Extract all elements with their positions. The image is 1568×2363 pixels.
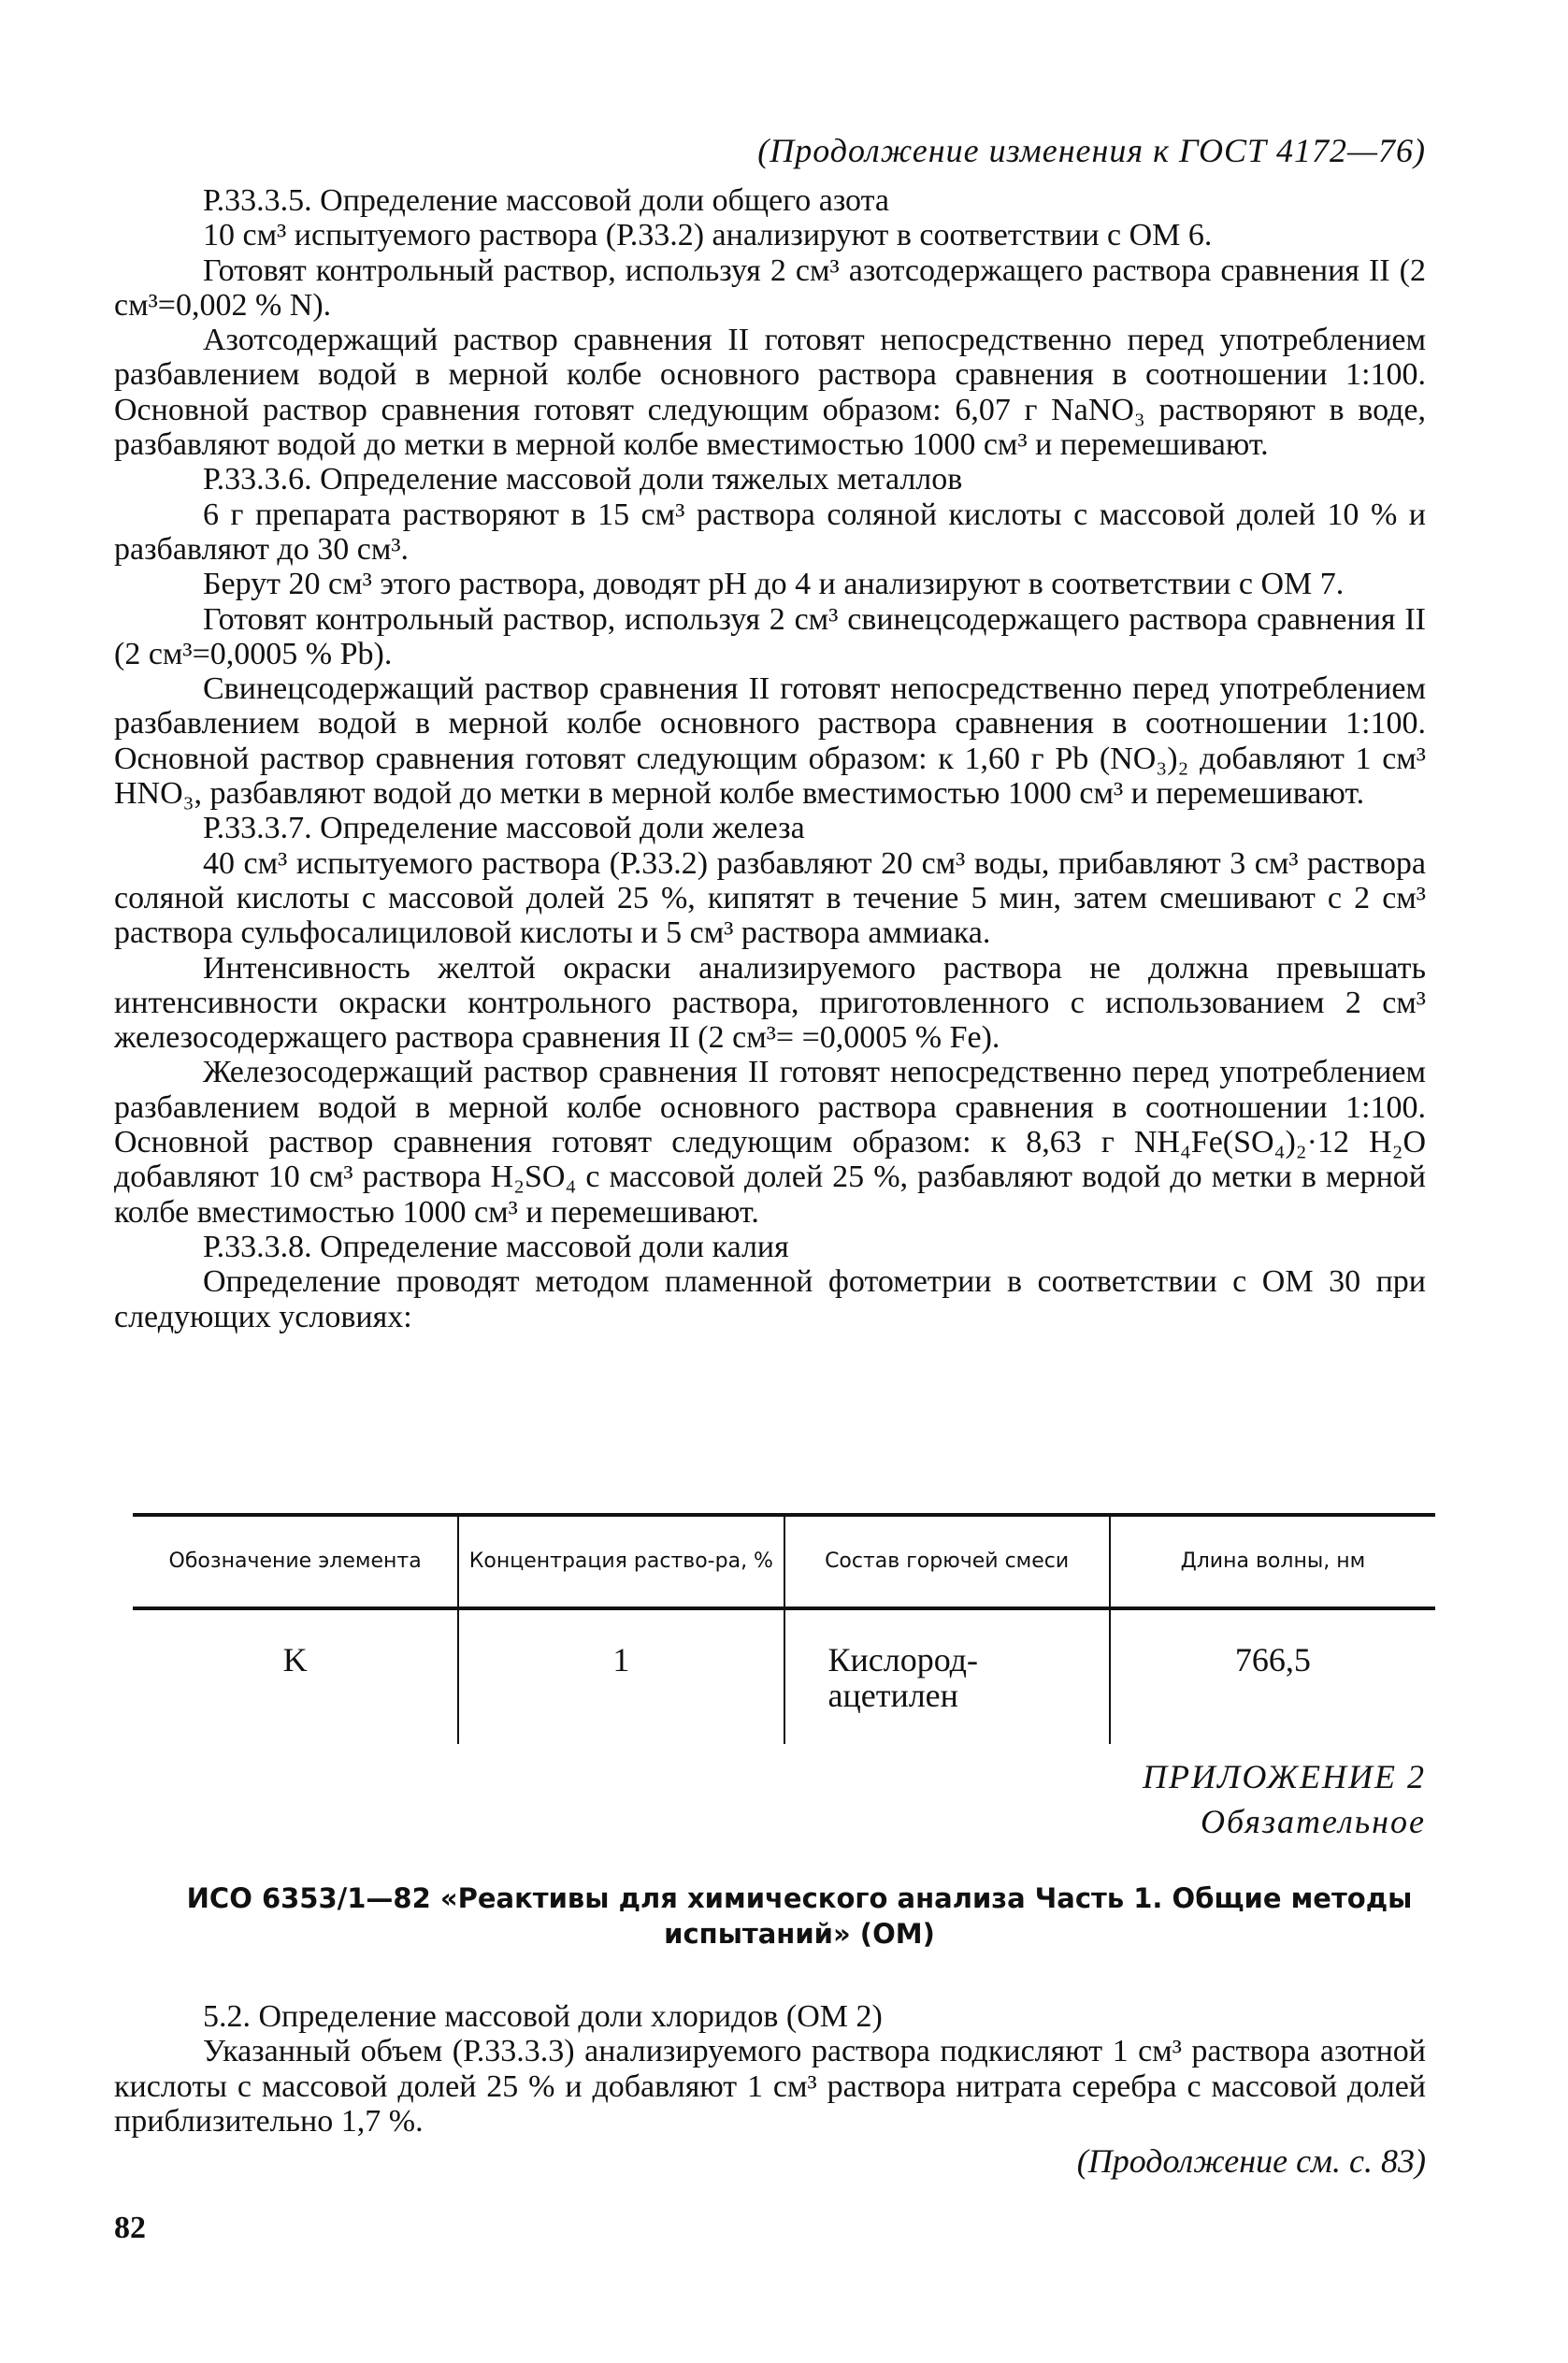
paragraph: Свинецсодержащий раствор сравнения II готовят непосредственно перед употреблением разбавлением водой в мерной колбе основного раствора сравнения в соотношении 1:100. Основной раствор сравнения готовят следующим образом: к 1,60 г Pb (NO₃)₂ добавляют 1 см³ HNO₃, разбавляют водой до метки в мерной колбе вместимостью 1000 см³ и перемешивают. [114,671,1426,812]
paragraph: Азотсодержащий раствор сравнения II готовят непосредственно перед употреблением разбавлением водой в мерной колбе основного раствора сравнения в соотношении 1:100. Основной раствор сравнения готовят следующим образом: 6,07 г NaNO₃ растворяют в воде, разбавляют водой до метки в мерной колбе вместимостью 1000 см³ и перемешивают. [114,323,1426,463]
section-heading-chlorides: 5.2. Определение массовой доли хлоридов (ОМ 2) [203,1999,883,2034]
paragraph: Железосодержащий раствор сравнения II готовят непосредственно перед употреблением разбавлением водой в мерной колбе основного раствора сравнения в соотношении 1:100. Основной раствор сравнения готовят следующим образом: к 8,63 г NH₄Fe(SO₄)₂·12 H₂O добавляют 10 см³ раствора H₂SO₄ с массовой долей 25 %, разбавляют водой до метки в мерной колбе вместимостью 1000 см³ и перемешивают. [114,1055,1426,1230]
section-heading-nitrogen: Р.33.3.5. Определение массовой доли общего азота [203,183,889,218]
column-header-concentration: Концентрация раство-ра, % [458,1515,784,1608]
section-heading-heavy-metals: Р.33.3.6. Определение массовой доли тяжелых металлов [203,462,963,497]
conditions-table-wrapper [133,1513,1435,1744]
iso-standard-title: ИСО 6353/1—82 «Реактивы для химического анализа Часть 1. Общие методы испытаний» (ОМ) [186,1882,1413,1950]
cell-element: K [282,1641,308,1679]
section-heading-potassium: Р.33.3.8. Определение массовой доли калия [203,1229,789,1264]
paragraph: Определение проводят методом пламенной фотометрии в соответствии с ОМ 30 при следующих условиях: [114,1264,1426,1334]
paragraph: Готовят контрольный раствор, используя 2 см³ азотсодержащего раствора сравнения II (2 см³=0,002 % N). [114,252,1426,323]
cell-concentration: 1 [458,1608,784,1744]
main-text [114,183,1426,1334]
cell-wavelength: 766,5 [1110,1608,1435,1744]
column-header-wavelength: Длина волны, нм [1110,1515,1435,1608]
conditions-table [133,1513,1435,1744]
appendix-heading [935,1754,1426,1844]
page-number: 82 [114,2211,146,2245]
paragraph: 10 см³ испытуемого раствора (Р.33.2) анализируют в соответствии с ОМ 6. [203,218,1213,253]
appendix-subtitle: Обязательное [1201,1803,1426,1840]
paragraph: Берут 20 см³ этого раствора, доводят pH до 4 и анализируют в соответствии с ОМ 7. [203,567,1345,602]
appendix-text [114,1999,1426,2139]
appendix-title: ПРИЛОЖЕНИЕ 2 [1143,1758,1426,1795]
paragraph: Готовят контрольный раствор, используя 2 см³ свинецсодержащего раствора сравнения II (2 см³=0,0005 % Pb). [114,601,1426,671]
section-heading-iron: Р.33.3.7. Определение массовой доли железа [203,811,805,846]
column-header-element: Обозначение элемента [168,1549,422,1573]
paragraph: Указанный объем (Р.33.3.3) анализируемого раствора подкисляют 1 см³ раствора азотной кислоты с массовой долей 25 % и добавляют 1 см³ раствора нитрата серебра с массовой долей приблизительно 1,7 %. [114,2034,1426,2139]
continuation-footer: (Продолжение см. с. 83) [1076,2142,1426,2180]
paragraph: 6 г препарата растворяют в 15 см³ раствора соляной кислоты с массовой долей 10 % и разбавляют до 30 см³. [114,497,1426,567]
paragraph: Интенсивность желтой окраски анализируемого раствора не должна превышать интенсивности окраски контрольного раствора, приготовленного с использованием 2 см³ железосодержащего раствора сравнения II (2 см³= =0,0005 % Fe). [114,950,1426,1056]
column-header-gas-mixture: Состав горючей смеси [784,1515,1110,1608]
paragraph: 40 см³ испытуемого раствора (Р.33.2) разбавляют 20 см³ воды, прибавляют 3 см³ раствора соляной кислоты с массовой долей 25 %, кипятят в течение 5 мин, затем смешивают с 2 см³ раствора сульфосалициловой кислоты и 5 см³ раствора аммиака. [114,845,1426,951]
continuation-header: (Продолжение изменения к ГОСТ 4172—76) [757,132,1426,169]
table-header-row [133,1515,1435,1608]
cell-gas-mixture: Кислород-ацетилен [784,1608,1110,1744]
table-row [133,1608,1435,1744]
